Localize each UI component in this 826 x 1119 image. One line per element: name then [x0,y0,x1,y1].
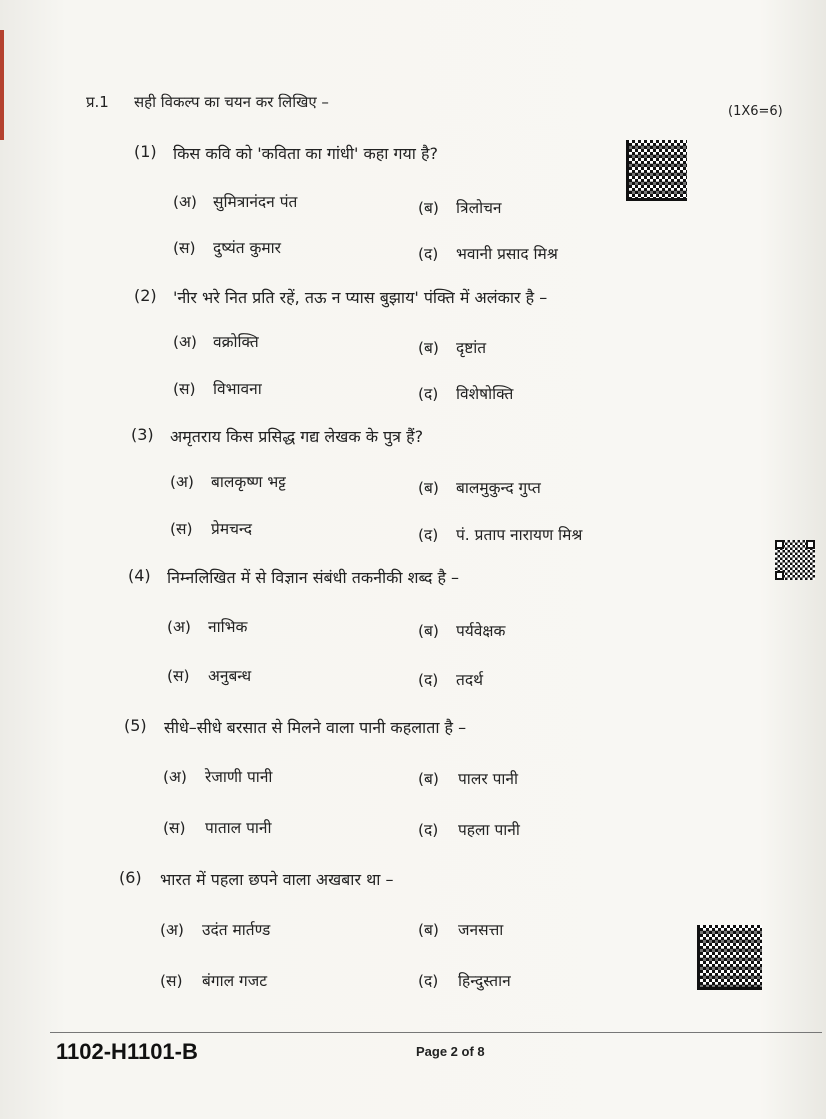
question-number: (6) [119,868,142,887]
datamatrix-code-bottom [697,925,762,990]
option-key: (द) [418,671,439,689]
option-key: (द) [418,385,439,403]
option-key: (द) [418,972,439,990]
option-text: पं. प्रताप नारायण मिश्र [456,526,583,544]
question-number: (4) [128,566,151,585]
option-key: (अ) [173,333,197,351]
option-key: (द) [418,821,439,839]
option-key: (ब) [418,622,439,640]
qr-finder-mark [806,540,815,549]
option-key: (ब) [418,479,439,497]
question-text: किस कवि को 'कविता का गांधी' कहा गया है? [173,144,439,163]
question-text: भारत में पहला छपने वाला अखबार था – [160,870,394,889]
option-key: (स) [173,239,196,257]
question-number: (3) [131,425,154,444]
option-text: पहला पानी [458,821,520,839]
option-text: दृष्टांत [456,339,487,357]
paper-edge [0,30,4,140]
option-key: (द) [418,526,439,544]
option-key: (ब) [418,339,439,357]
option-key: (ब) [418,770,439,788]
question-text: अमृतराय किस प्रसिद्ध गद्य लेखक के पुत्र हैं? [170,427,424,446]
option-key: (द) [418,245,439,263]
option-key: (अ) [160,921,184,939]
qr-code-side [775,540,815,580]
option-key: (स) [167,667,190,685]
option-text: तदर्थ [456,671,483,689]
option-key: (स) [163,819,186,837]
option-text: अनुबन्ध [208,667,252,685]
option-text: सुमित्रानंदन पंत [213,193,298,211]
option-text: पालर पानी [458,770,519,788]
option-text: पाताल पानी [205,819,272,837]
page-number: Page 2 of 8 [416,1044,485,1059]
question-text: सीधे–सीधे बरसात से मिलने वाला पानी कहलाता है – [164,718,467,737]
paper-code: 1102-H1101-B [56,1039,198,1064]
option-key: (अ) [163,768,187,786]
option-key: (अ) [167,618,191,636]
question-text: निम्नलिखित में से विज्ञान संबंधी तकनीकी शब्द है – [167,568,460,587]
option-text: भवानी प्रसाद मिश्र [456,245,558,263]
option-text: उदंत मार्तण्ड [202,921,271,939]
section-instruction: सही विकल्प का चयन कर लिखिए – [134,93,329,111]
option-text: जनसत्ता [458,921,504,939]
option-key: (अ) [170,473,194,491]
question-number: (5) [124,716,147,735]
qr-finder-mark [775,571,784,580]
question-number: (2) [134,286,157,305]
option-text: विशेषोक्ति [456,385,514,403]
question-text: 'नीर भरे नित प्रति रहें, तऊ न प्यास बुझाय' पंक्ति में अलंकार है – [173,288,548,307]
option-key: (स) [160,972,183,990]
option-text: वक्रोक्ति [213,333,259,351]
footer-rule [50,1032,822,1033]
option-key: (अ) [173,193,197,211]
option-text: दुष्यंत कुमार [213,239,282,257]
option-text: विभावना [213,380,262,398]
option-text: पर्यवेक्षक [456,622,506,640]
option-text: नाभिक [208,618,248,636]
option-text: प्रेमचन्द [211,520,252,538]
option-text: त्रिलोचन [456,199,502,217]
option-text: बालमुकुन्द गुप्त [456,479,541,497]
option-text: बंगाल गजट [202,972,268,990]
qr-finder-mark [775,540,784,549]
option-key: (स) [170,520,193,538]
option-text: बालकृष्ण भट्ट [211,473,286,491]
option-text: रेजाणी पानी [205,768,273,786]
section-marks: (1X6=6) [728,104,783,119]
option-text: हिन्दुस्तान [458,972,511,990]
option-key: (ब) [418,921,439,939]
option-key: (ब) [418,199,439,217]
question-number: (1) [134,142,157,161]
datamatrix-code-top [626,140,687,201]
section-label: प्र.1 [86,93,109,111]
option-key: (स) [173,380,196,398]
